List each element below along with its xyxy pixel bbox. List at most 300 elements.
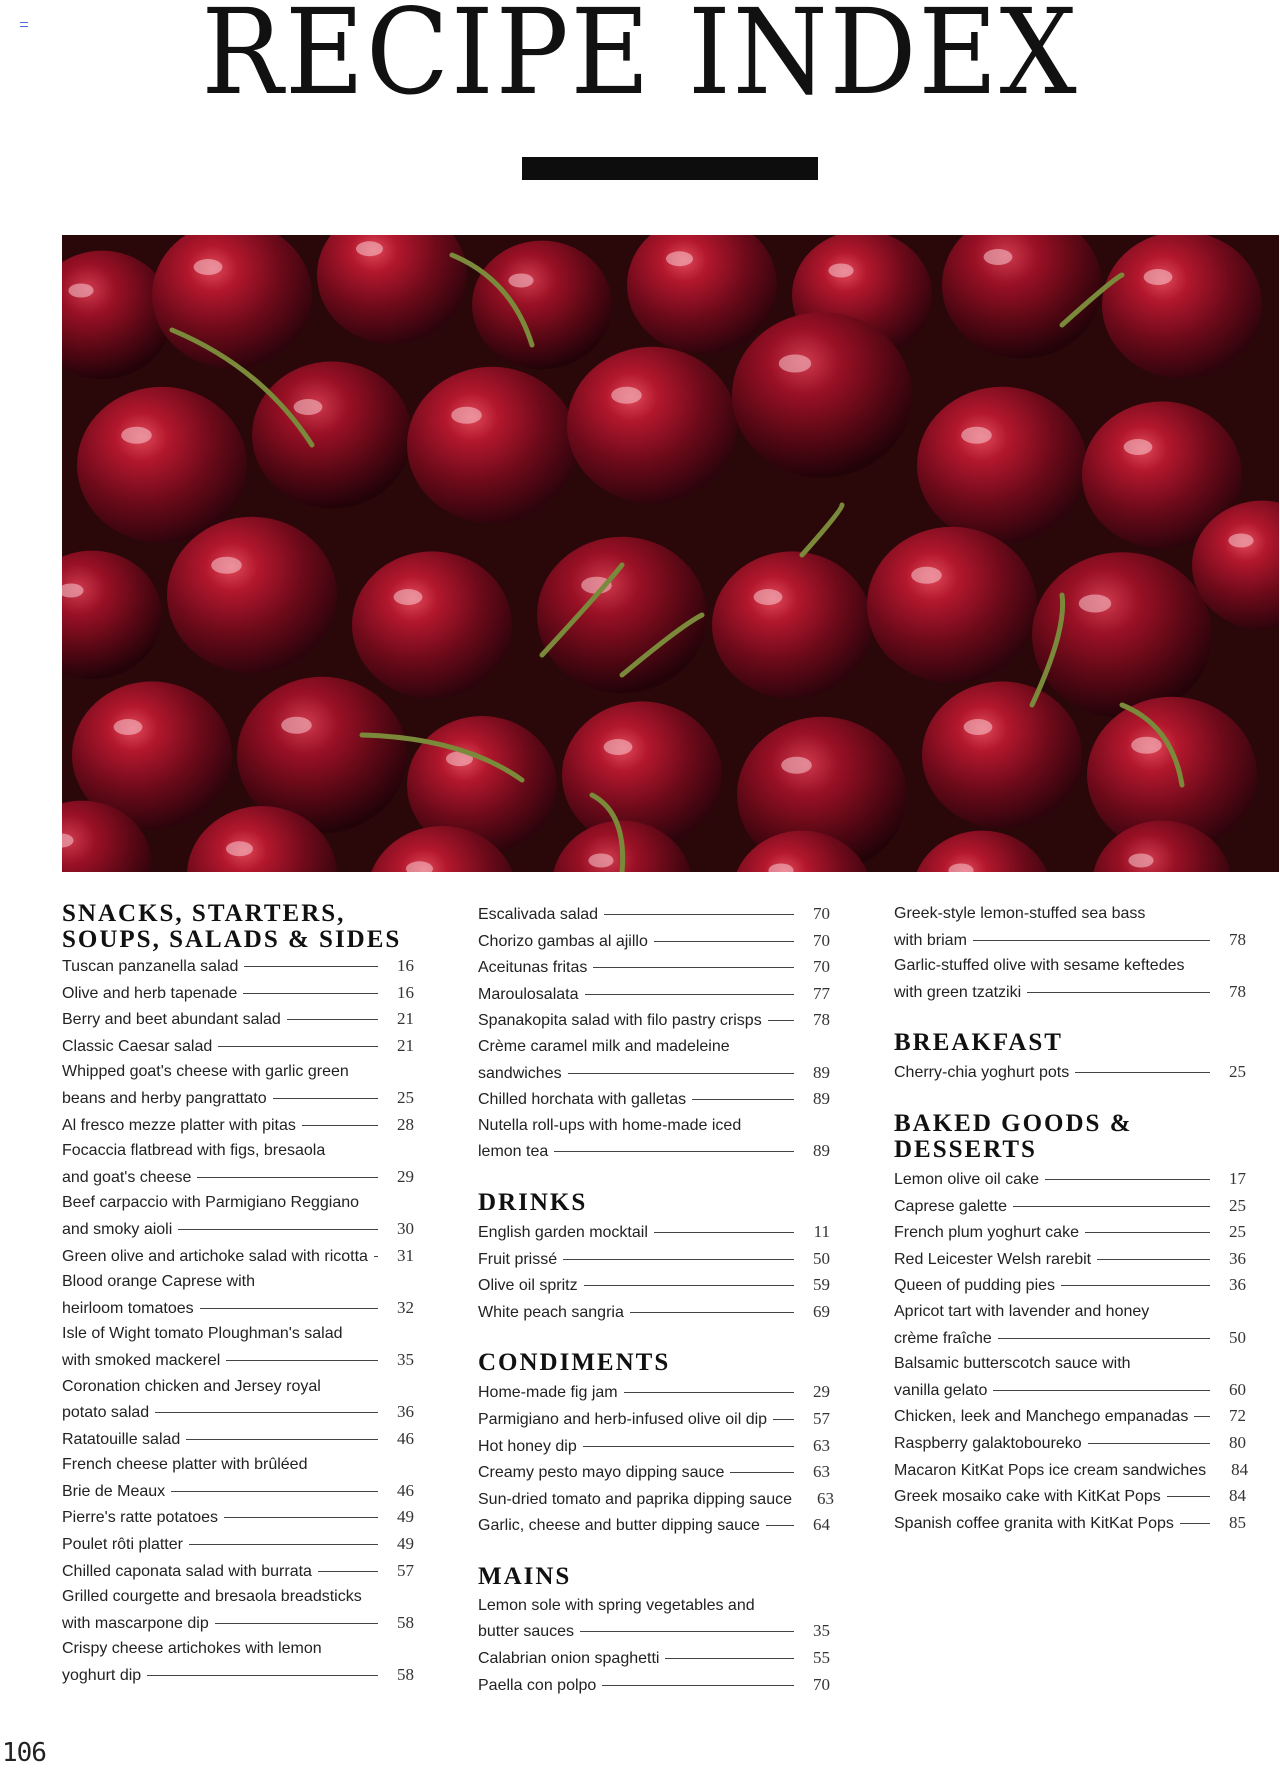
- entry-name: Raspberry galaktoboureko: [894, 1434, 1082, 1452]
- index-entry: [62, 953, 414, 980]
- entry-line: [478, 1060, 830, 1087]
- entry-page-number: 80: [1229, 1432, 1246, 1452]
- entry-name: Parmigiano and herb-infused olive oil dip: [478, 1410, 768, 1428]
- entry-line: [478, 1299, 830, 1326]
- cherry-highlight: [588, 854, 613, 868]
- page-number: 106: [2, 1738, 46, 1768]
- index-entry: [894, 1272, 1246, 1299]
- entry-name-lead: Crème caramel milk and madeleine: [478, 1037, 730, 1055]
- cherry-highlight: [121, 427, 152, 444]
- entry-page-number: 21: [397, 1035, 414, 1055]
- entry-name-lead: Whipped goat's cheese with garlic green: [62, 1063, 349, 1081]
- entry-page-number: 21: [397, 1009, 414, 1029]
- entry-page-number: 85: [1229, 1512, 1246, 1532]
- entry-page-number: 50: [1229, 1327, 1246, 1347]
- entry-name: Macaron KitKat Pops ice cream sandwiches: [894, 1461, 1207, 1479]
- entry-page-number: 16: [397, 982, 414, 1002]
- entry-page-number: 25: [1229, 1062, 1246, 1082]
- cherry-highlight: [508, 274, 533, 288]
- index-column-1: [62, 901, 414, 1689]
- entry-name: Home-made fig jam: [478, 1384, 618, 1402]
- entry-line: [894, 1246, 1246, 1273]
- index-entry: [894, 953, 1246, 1005]
- entry-line: [478, 1272, 830, 1299]
- leader-line: [604, 914, 794, 915]
- leader-line: [563, 1259, 794, 1260]
- cherry: [167, 517, 337, 673]
- leader-line: [1075, 1072, 1210, 1073]
- index-entry: [478, 1272, 830, 1299]
- cherry-highlight: [779, 355, 811, 373]
- entry-name: sandwiches: [478, 1064, 562, 1082]
- index-entry: [62, 1531, 414, 1558]
- cherry-highlight: [294, 399, 323, 415]
- entry-page-number: 78: [813, 1010, 830, 1030]
- section-heading: SNACKS, STARTERS, SOUPS, SALADS & SIDES: [62, 900, 402, 953]
- entry-page-number: 69: [813, 1301, 830, 1321]
- entry-line: [478, 1672, 830, 1699]
- cherry-highlight: [828, 264, 853, 278]
- entry-line: [894, 1219, 1246, 1246]
- index-entry: [478, 954, 830, 981]
- index-entry: [894, 901, 1246, 953]
- leader-line: [580, 1631, 794, 1632]
- entry-page-number: 55: [813, 1648, 830, 1668]
- index-entry: [62, 1033, 414, 1060]
- entry-name: Paella con polpo: [478, 1676, 597, 1694]
- index-entry: [478, 928, 830, 955]
- entry-line: [894, 1510, 1246, 1537]
- leader-line: [602, 1685, 794, 1686]
- entry-name: Chilled caponata salad with burrata: [62, 1562, 312, 1580]
- index-entry: [478, 901, 830, 928]
- entry-line: [478, 1433, 830, 1460]
- entry-name: and smoky aioli: [62, 1220, 173, 1238]
- section-heading: MAINS: [478, 1562, 572, 1590]
- section-heading: CONDIMENTS: [478, 1349, 671, 1377]
- entry-name: Escalivada salad: [478, 906, 599, 923]
- cherry-highlight: [1128, 854, 1153, 868]
- entry-name-lead: Garlic-stuffed olive with sesame keftedes: [894, 957, 1185, 975]
- entry-name: Aceitunas fritas: [478, 959, 588, 977]
- entry-page-number: 77: [813, 983, 830, 1003]
- leader-line: [692, 1099, 794, 1100]
- entry-name: Poulet rôti platter: [62, 1536, 183, 1554]
- entry-page-number: 36: [1229, 1275, 1246, 1295]
- entry-name: with briam: [894, 931, 967, 949]
- entry-page-number: 63: [813, 1462, 830, 1482]
- entry-page-number: 25: [397, 1087, 414, 1107]
- entry-page-number: 50: [813, 1248, 830, 1268]
- leader-line: [1194, 1416, 1210, 1417]
- entry-line: [478, 1486, 834, 1513]
- entry-name-lead: Crispy cheese artichokes with lemon: [62, 1640, 322, 1658]
- entry-name: heirloom tomatoes: [62, 1299, 194, 1317]
- entry-name: Garlic, cheese and butter dipping sauce: [478, 1517, 760, 1535]
- leader-line: [585, 994, 795, 995]
- index-entry: [478, 1034, 830, 1086]
- index-entry: [62, 1374, 414, 1426]
- cherry: [917, 387, 1087, 543]
- entry-line: [478, 1512, 830, 1539]
- entry-line: [894, 979, 1246, 1006]
- leader-line: [1061, 1285, 1210, 1286]
- entry-name-lead: Greek-style lemon-stuffed sea bass: [894, 905, 1146, 922]
- index-entry: [478, 1379, 830, 1406]
- cherry-highlight: [1131, 737, 1162, 754]
- entry-page-number: 70: [813, 904, 830, 923]
- cherry: [567, 347, 737, 503]
- entry-line: [894, 1059, 1246, 1086]
- index-entry: [478, 1645, 830, 1672]
- cherry: [732, 312, 912, 478]
- entry-line: [478, 1246, 830, 1273]
- entry-page-number: 32: [397, 1297, 414, 1317]
- entry-page-number: 64: [813, 1515, 830, 1535]
- leader-line: [1097, 1259, 1210, 1260]
- entry-page-number: 78: [1229, 981, 1246, 1001]
- leader-line: [624, 1392, 794, 1393]
- index-entry: [894, 1483, 1246, 1510]
- cherry-highlight: [1124, 439, 1153, 455]
- cherry-highlight: [1144, 269, 1173, 285]
- cherry-highlight: [356, 241, 383, 256]
- entry-name: Red Leicester Welsh rarebit: [894, 1250, 1092, 1268]
- leader-line: [186, 1439, 378, 1440]
- entry-name-lead: Balsamic butterscotch sauce with: [894, 1355, 1131, 1373]
- entry-line: [62, 1295, 414, 1322]
- entry-name: Chorizo gambas al ajillo: [478, 932, 648, 950]
- entry-line: [62, 1164, 414, 1191]
- entry-line: [478, 1618, 830, 1645]
- entry-page-number: 11: [813, 1221, 830, 1241]
- entry-page-number: 57: [813, 1408, 830, 1428]
- index-entry: [478, 1406, 830, 1433]
- entry-page-number: 49: [397, 1534, 414, 1554]
- entry-name: potato salad: [62, 1404, 150, 1422]
- entry-page-number: 84: [1229, 1486, 1246, 1506]
- entry-name: English garden mocktail: [478, 1223, 648, 1241]
- entry-page-number: 89: [813, 1062, 830, 1082]
- entry-page-number: 84: [1231, 1459, 1249, 1479]
- leader-line: [568, 1073, 794, 1074]
- entry-page-number: 36: [1229, 1248, 1246, 1268]
- entry-name-lead: Apricot tart with lavender and honey: [894, 1302, 1150, 1320]
- entry-name-lead: Blood orange Caprese with: [62, 1273, 256, 1291]
- index-entry: [894, 1193, 1246, 1220]
- entry-name-lead: Isle of Wight tomato Ploughman's salad: [62, 1325, 343, 1343]
- entry-line: [894, 1377, 1246, 1404]
- entry-name: White peach sangria: [478, 1303, 624, 1321]
- page-title: RECIPE INDEX: [201, 0, 1079, 121]
- leader-line: [318, 1571, 378, 1572]
- entry-name: French plum yoghurt cake: [894, 1224, 1079, 1242]
- leader-line: [189, 1544, 378, 1545]
- leader-line: [665, 1658, 794, 1659]
- entry-name: Tuscan panzanella salad: [62, 958, 239, 975]
- entry-page-number: 78: [1229, 929, 1246, 949]
- cherry: [472, 241, 612, 370]
- entry-page-number: 25: [1229, 1222, 1246, 1242]
- cherry: [407, 367, 577, 523]
- index-entry: [894, 1457, 1249, 1484]
- entry-page-number: 46: [397, 1480, 414, 1500]
- entry-line: [62, 1610, 414, 1637]
- leader-line: [1088, 1443, 1210, 1444]
- entry-page-number: 89: [813, 1089, 830, 1109]
- entry-name: Chicken, leek and Manchego empanadas: [894, 1408, 1189, 1426]
- entry-name-lead: Coronation chicken and Jersey royal: [62, 1377, 321, 1395]
- index-entry: [478, 1512, 830, 1539]
- cherry-highlight: [226, 841, 253, 856]
- entry-line: [478, 1645, 830, 1672]
- entry-page-number: 17: [1229, 1168, 1246, 1188]
- leader-line: [630, 1312, 794, 1313]
- entry-line: [62, 1504, 414, 1531]
- entry-name: Sun-dried tomato and paprika dipping sauce: [478, 1490, 792, 1508]
- cherry: [867, 527, 1037, 683]
- entry-name: Classic Caesar salad: [62, 1037, 213, 1055]
- index-entry: [62, 1269, 414, 1321]
- index-entry: [62, 980, 414, 1007]
- cherry: [712, 551, 872, 698]
- entry-page-number: 70: [813, 1674, 830, 1694]
- entry-page-number: 36: [397, 1402, 414, 1422]
- index-entry: [894, 1059, 1246, 1086]
- entry-page-number: 46: [397, 1428, 414, 1448]
- cherry-highlight: [68, 284, 93, 298]
- entry-line: [62, 1006, 414, 1033]
- entry-line: [478, 1007, 830, 1034]
- entry-page-number: 58: [397, 1665, 414, 1685]
- index-entry: [894, 1510, 1246, 1537]
- entry-line: [894, 1166, 1246, 1193]
- entry-line: [62, 1531, 414, 1558]
- index-entry: [62, 1138, 414, 1190]
- index-entry: [894, 1403, 1246, 1430]
- entry-line: [478, 1379, 830, 1406]
- entry-page-number: 16: [397, 956, 414, 975]
- entry-name: crème fraîche: [894, 1329, 992, 1347]
- leader-line: [302, 1125, 378, 1126]
- entry-name: Caprese galette: [894, 1197, 1007, 1215]
- index-entry: [894, 1430, 1246, 1457]
- index-entry: [894, 1166, 1246, 1193]
- entry-page-number: 89: [813, 1141, 830, 1161]
- entry-page-number: 70: [813, 930, 830, 950]
- cherry-highlight: [394, 589, 423, 605]
- entry-line: [894, 1193, 1246, 1220]
- leader-line: [1167, 1496, 1210, 1497]
- entry-name-lead: French cheese platter with brûléed: [62, 1456, 308, 1474]
- leader-line: [998, 1338, 1210, 1339]
- entry-name-lead: Nutella roll-ups with home-made iced: [478, 1116, 742, 1134]
- entry-name: Queen of pudding pies: [894, 1277, 1056, 1295]
- cherries-illustration: [62, 235, 1279, 872]
- index-entry: [62, 1321, 414, 1373]
- leader-line: [226, 1360, 378, 1361]
- entry-page-number: 30: [397, 1218, 414, 1238]
- entry-name: butter sauces: [478, 1623, 575, 1641]
- cherry-highlight: [964, 719, 993, 735]
- leader-line: [244, 966, 378, 967]
- index-entry: [478, 1486, 834, 1513]
- entry-name-lead: Grilled courgette and bresaola breadsticks: [62, 1588, 362, 1606]
- entry-name: Chilled horchata with galletas: [478, 1091, 687, 1109]
- cherry: [1102, 235, 1262, 379]
- entry-page-number: 25: [1229, 1195, 1246, 1215]
- entry-line: [478, 1086, 830, 1113]
- entry-line: [62, 953, 414, 980]
- cherry-highlight: [604, 739, 633, 755]
- index-entry: [62, 1006, 414, 1033]
- entry-line: [62, 1243, 414, 1270]
- entry-name: Pierre's ratte potatoes: [62, 1509, 219, 1527]
- entry-name: Cherry-chia yoghurt pots: [894, 1064, 1070, 1082]
- entry-line: [478, 981, 830, 1008]
- leader-line: [993, 1390, 1210, 1391]
- section-heading: BREAKFAST: [894, 1029, 1063, 1057]
- cherry: [537, 537, 707, 693]
- entry-name: Al fresco mezze platter with pitas: [62, 1116, 296, 1134]
- entry-name: Hot honey dip: [478, 1437, 577, 1455]
- entry-page-number: 72: [1229, 1406, 1246, 1426]
- entry-page-number: 70: [813, 957, 830, 977]
- index-entry: [478, 1459, 830, 1486]
- entry-page-number: 49: [397, 1507, 414, 1527]
- entry-page-number: 29: [813, 1382, 830, 1402]
- cherry-highlight: [666, 251, 693, 266]
- leader-line: [768, 1020, 794, 1021]
- entry-name: lemon tea: [478, 1143, 549, 1161]
- entry-line: [894, 1403, 1246, 1430]
- cherry-highlight: [194, 259, 223, 275]
- entry-line: [478, 954, 830, 981]
- entry-line: [894, 1430, 1246, 1457]
- leader-line: [1180, 1523, 1210, 1524]
- index-column-3: [894, 901, 1249, 1536]
- entry-line: [894, 1457, 1249, 1484]
- cherry-highlight: [211, 557, 242, 574]
- entry-name-lead: Beef carpaccio with Parmigiano Reggiano: [62, 1194, 360, 1212]
- cherry-highlight: [984, 249, 1013, 265]
- entry-line: [478, 1138, 830, 1165]
- leader-line: [287, 1019, 378, 1020]
- entry-line: [478, 928, 830, 955]
- entry-line: [894, 1325, 1246, 1352]
- index-entry: [62, 1426, 414, 1453]
- entry-name: Olive and herb tapenade: [62, 984, 238, 1002]
- index-entry: [62, 1059, 414, 1111]
- entry-line: [894, 1483, 1246, 1510]
- cherry-highlight: [451, 407, 482, 424]
- cherry: [77, 387, 247, 543]
- leader-line: [200, 1308, 378, 1309]
- leader-line: [215, 1623, 378, 1624]
- entry-line: [62, 1426, 414, 1453]
- entry-page-number: 60: [1229, 1379, 1246, 1399]
- index-entry: [894, 1351, 1246, 1403]
- entry-page-number: 59: [813, 1275, 830, 1295]
- cherry: [352, 551, 512, 698]
- entry-name: Spanakopita salad with filo pastry crisps: [478, 1012, 762, 1030]
- entry-page-number: 35: [813, 1621, 830, 1641]
- index-entry: [478, 1246, 830, 1273]
- entry-name: Greek mosaiko cake with KitKat Pops: [894, 1488, 1161, 1506]
- entry-line: [62, 1085, 414, 1112]
- entry-name: Green olive and artichoke salad with ricotta: [62, 1247, 368, 1265]
- entry-line: [62, 1662, 414, 1689]
- index-entry: [478, 1219, 830, 1246]
- index-entry: [894, 1219, 1246, 1246]
- entry-name: beans and herby pangrattato: [62, 1089, 267, 1107]
- entry-name: and goat's cheese: [62, 1168, 192, 1186]
- index-entry: [478, 1086, 830, 1113]
- entry-line: [478, 901, 830, 928]
- entry-line: [894, 1272, 1246, 1299]
- cherries-photo: [62, 235, 1279, 872]
- entry-line: [894, 927, 1246, 954]
- entry-name-lead: Lemon sole with spring vegetables and: [478, 1596, 755, 1614]
- cherry-highlight: [1228, 534, 1253, 548]
- cherry-highlight: [754, 589, 783, 605]
- cherry-highlight: [781, 757, 812, 774]
- leader-line: [593, 967, 794, 968]
- leader-line: [1045, 1179, 1210, 1180]
- entry-name-lead: Focaccia flatbread with figs, bresaola: [62, 1142, 326, 1160]
- entry-line: [478, 1459, 830, 1486]
- leader-line: [147, 1675, 378, 1676]
- leader-line: [773, 1419, 794, 1420]
- entry-page-number: 29: [397, 1166, 414, 1186]
- entry-name: with mascarpone dip: [62, 1614, 209, 1632]
- leader-line: [178, 1229, 378, 1230]
- index-entry: [62, 1584, 414, 1636]
- index-entry: [478, 1593, 830, 1645]
- index-entry: [62, 1190, 414, 1242]
- index-entry: [62, 1504, 414, 1531]
- entry-page-number: 58: [397, 1612, 414, 1632]
- leader-line: [224, 1517, 378, 1518]
- entry-line: [478, 1219, 830, 1246]
- leader-line: [171, 1491, 378, 1492]
- corner-mark: [20, 22, 28, 27]
- index-entry: [894, 1299, 1246, 1351]
- entry-name: Lemon olive oil cake: [894, 1170, 1039, 1188]
- leader-line: [730, 1472, 794, 1473]
- leader-line: [273, 1098, 378, 1099]
- index-entry: [478, 1299, 830, 1326]
- entry-page-number: 63: [816, 1488, 834, 1508]
- leader-line: [654, 1232, 794, 1233]
- entry-name: Ratatouille salad: [62, 1430, 181, 1448]
- index-entry: [62, 1452, 414, 1504]
- entry-name: Spanish coffee granita with KitKat Pops: [894, 1514, 1174, 1532]
- entry-name: Berry and beet abundant salad: [62, 1011, 281, 1029]
- cherry-highlight: [114, 719, 143, 735]
- entry-name: Creamy pesto mayo dipping sauce: [478, 1464, 725, 1482]
- leader-line: [583, 1446, 794, 1447]
- entry-line: [62, 1347, 414, 1374]
- entry-name: Calabrian onion spaghetti: [478, 1650, 660, 1668]
- index-entry: [478, 1007, 830, 1034]
- cherry-highlight: [911, 567, 942, 584]
- leader-line: [1027, 992, 1210, 993]
- leader-line: [584, 1285, 794, 1286]
- index-entry: [478, 1433, 830, 1460]
- entry-name: with green tzatziki: [894, 983, 1022, 1001]
- entry-name: with smoked mackerel: [62, 1351, 221, 1369]
